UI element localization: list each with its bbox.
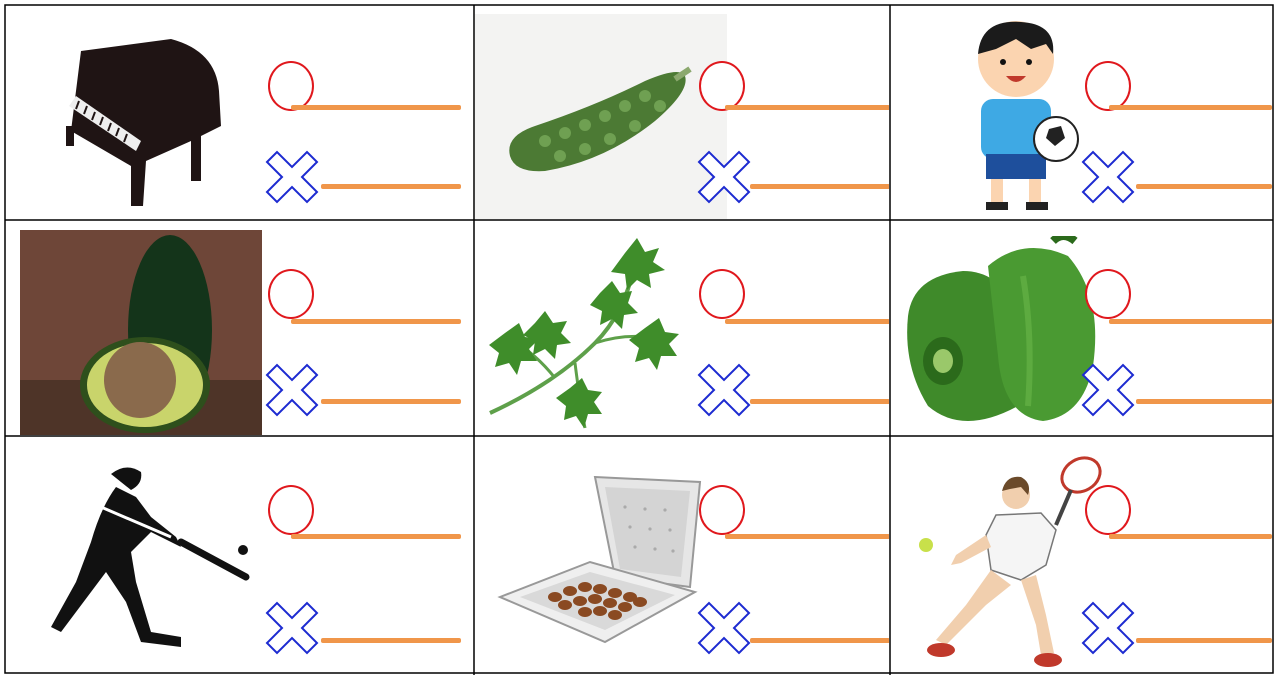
answer-line-wrong[interactable] (321, 184, 461, 189)
answer-line-wrong[interactable] (321, 399, 461, 404)
item-cell-green-pepper (891, 221, 1272, 435)
item-cell-natto (475, 437, 889, 675)
cross-mark-icon[interactable] (261, 146, 323, 208)
circle-mark-icon[interactable] (699, 269, 745, 319)
answer-line-correct[interactable] (725, 319, 889, 324)
answer-line-wrong[interactable] (321, 638, 461, 643)
circle-mark-icon[interactable] (699, 485, 745, 535)
cross-mark-icon[interactable] (1077, 146, 1139, 208)
cross-mark-icon[interactable] (1077, 597, 1139, 659)
coriander-leaf-icon (475, 233, 685, 433)
circle-mark-icon[interactable] (1085, 485, 1131, 535)
bitter-melon-icon (505, 61, 695, 181)
answer-line-correct[interactable] (1109, 105, 1272, 110)
answer-line-correct[interactable] (725, 105, 889, 110)
circle-mark-icon[interactable] (268, 269, 314, 319)
answer-line-wrong[interactable] (1136, 638, 1272, 643)
answer-line-correct[interactable] (291, 105, 461, 110)
answer-line-correct[interactable] (291, 319, 461, 324)
answer-line-wrong[interactable] (750, 638, 889, 643)
item-cell-boy-soccer (891, 6, 1272, 219)
circle-mark-icon[interactable] (1085, 269, 1131, 319)
circle-mark-icon[interactable] (268, 485, 314, 535)
avocado-icon (20, 230, 262, 435)
natto-pack-icon (495, 467, 715, 647)
boy-soccer-ball-icon (961, 14, 1091, 214)
item-cell-baseball (6, 437, 473, 675)
circle-mark-icon[interactable] (268, 61, 314, 111)
answer-line-wrong[interactable] (750, 399, 889, 404)
cross-mark-icon[interactable] (261, 597, 323, 659)
circle-mark-icon[interactable] (1085, 61, 1131, 111)
grand-piano-icon (51, 31, 231, 216)
answer-line-wrong[interactable] (1136, 399, 1272, 404)
item-cell-coriander (475, 221, 889, 435)
answer-line-correct[interactable] (1109, 534, 1272, 539)
baseball-batter-icon (31, 462, 256, 657)
answer-line-correct[interactable] (725, 534, 889, 539)
answer-line-correct[interactable] (1109, 319, 1272, 324)
answer-line-correct[interactable] (291, 534, 461, 539)
cross-mark-icon[interactable] (693, 146, 755, 208)
answer-line-wrong[interactable] (1136, 184, 1272, 189)
answer-line-wrong[interactable] (750, 184, 889, 189)
item-cell-bitter-melon (475, 6, 889, 219)
cross-mark-icon[interactable] (693, 359, 755, 421)
cross-mark-icon[interactable] (693, 597, 755, 659)
item-cell-avocado (6, 221, 473, 435)
circle-mark-icon[interactable] (699, 61, 745, 111)
cross-mark-icon[interactable] (261, 359, 323, 421)
item-cell-piano (6, 6, 473, 219)
cross-mark-icon[interactable] (1077, 359, 1139, 421)
item-cell-tennis (891, 437, 1272, 675)
